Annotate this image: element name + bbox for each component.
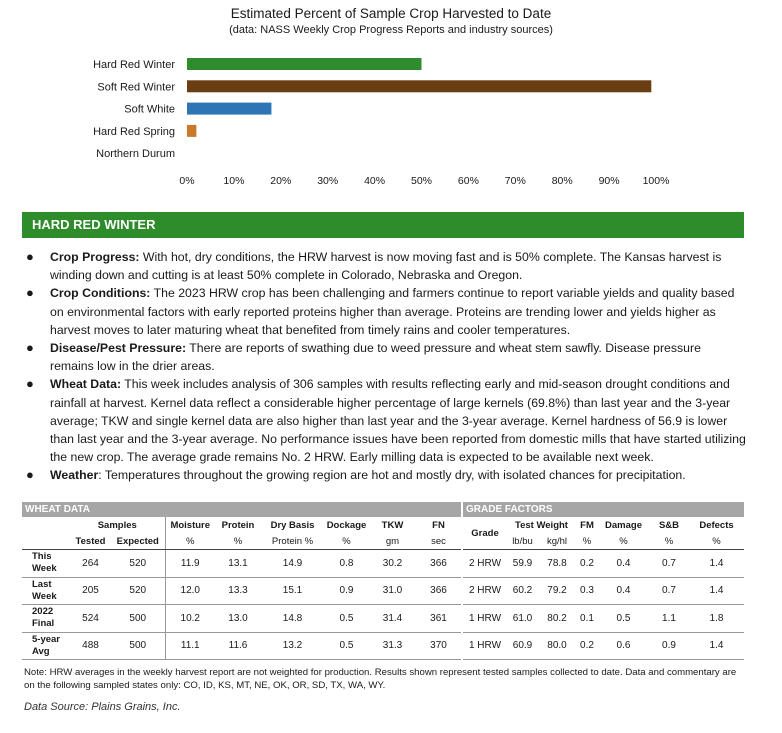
bullet-dot: ● [26, 376, 34, 392]
col-grade: Grade [463, 517, 507, 550]
col-dockage-unit: % [324, 533, 369, 550]
commentary-list [24, 248, 746, 485]
bullet-crop-progress [24, 248, 746, 284]
x-tick-label: 90% [598, 175, 620, 187]
bar [187, 103, 271, 115]
row-label [22, 577, 70, 605]
cell-tkw: 31.3 [369, 632, 416, 660]
cell-fn: 361 [416, 605, 461, 633]
bullet-dot: ● [26, 340, 34, 356]
bullet-text: This week includes analysis of 306 samples with results reflecting early and mid-season drought conditions and rainfall at harvest. Kernel data reflect a considerable higher percentage of large kernels (69.8%) than last year and the 3-year average; TKW and single kernel data are also higher than last year and the 3-year average. Kernel hardness of 56.9 is lower than last year and the 3-year average. No performance issues have been reported from domestic mills that have started utilizing the new crop. The average grade remains No. 2 HRW. Early milling data is expected to be available next week. [50, 377, 746, 465]
cell-fn: 370 [416, 632, 461, 660]
col-tw-lb: lb/bu [507, 533, 538, 550]
cell-tw-lb: 61.0 [507, 605, 538, 633]
col-protein-unit: % [215, 533, 261, 550]
cell-tw-lb: 60.9 [507, 632, 538, 660]
row-label-line2: Week [32, 590, 57, 602]
bar [187, 80, 651, 92]
bar [187, 125, 196, 137]
cell-dry-basis: 13.2 [261, 632, 324, 660]
bullet-wheat-data [24, 375, 746, 466]
cell-protein: 13.1 [215, 550, 261, 578]
table-row [463, 550, 744, 578]
row-label-line1: This [32, 551, 52, 563]
cell-tested: 524 [70, 605, 111, 633]
bullet-dot: ● [26, 467, 34, 483]
x-tick-label: 70% [504, 175, 526, 187]
cell-grade: 2 HRW [463, 550, 507, 578]
table-row [22, 550, 461, 578]
grade-factors-title: GRADE FACTORS [463, 502, 744, 517]
cell-grade: 1 HRW [463, 605, 507, 633]
table-row [22, 632, 461, 660]
x-tick-label: 0% [179, 175, 195, 187]
x-tick-label: 80% [551, 175, 573, 187]
col-fm: FM [580, 519, 594, 531]
cell-moisture: 11.9 [165, 550, 215, 578]
bullet-dot: ● [26, 285, 34, 301]
col-sb-unit: % [649, 533, 689, 550]
col-tkw: TKW [381, 519, 404, 531]
bar [187, 58, 422, 70]
cell-sb: 0.9 [649, 632, 689, 660]
wheat-data-table [22, 517, 461, 660]
col-tw-kg: kg/hl [538, 533, 576, 550]
cell-dry-basis: 15.1 [261, 577, 324, 605]
cell-tested: 264 [70, 550, 111, 578]
col-moisture: Moisture [165, 517, 215, 533]
category-label: Northern Durum [96, 148, 175, 161]
cell-tested: 488 [70, 632, 111, 660]
category-label: Soft Red Winter [97, 81, 175, 94]
bullet-text: With hot, dry conditions, the HRW harvest is now moving fast and is 50% complete. The Kansas harvest is winding down and cutting is at least 50% complete in Colorado, Nebraska and Oregon. [50, 250, 722, 283]
cell-tested: 205 [70, 577, 111, 605]
footnote: Note: HRW averages in the weekly harvest report are not weighted for production. Results shown represent tested samples collected to date. Data and commentary are on the following sampled states only: CO, ID, KS, MT, NE, OK, OR, SD, TX, WA, WY. [24, 667, 737, 691]
cell-fn: 366 [416, 550, 461, 578]
bullet-weather [24, 466, 746, 484]
cell-expected: 520 [111, 577, 165, 605]
bullet-text: There are reports of swathing due to weed pressure and wheat stem sawfly. Disease pressure remains low in the drier areas. [50, 341, 701, 374]
bullet-label: Crop Progress: [50, 250, 140, 264]
cell-fm: 0.1 [576, 605, 598, 633]
category-label: Hard Red Spring [93, 125, 175, 138]
cell-defects: 1.4 [689, 577, 744, 605]
col-test-weight: Test Weight [515, 519, 568, 531]
col-dockage: Dockage [326, 519, 367, 531]
cell-moisture: 11.1 [165, 632, 215, 660]
table-row [463, 605, 744, 633]
row-label-line2: Avg [32, 645, 50, 657]
cell-fm: 0.2 [576, 632, 598, 660]
cell-defects: 1.4 [689, 632, 744, 660]
cell-damage: 0.4 [598, 577, 649, 605]
cell-tkw: 31.0 [369, 577, 416, 605]
cell-tw-kg: 79.2 [538, 577, 576, 605]
category-label: Soft White [124, 103, 175, 116]
cell-protein: 13.3 [215, 577, 261, 605]
cell-tw-lb: 59.9 [507, 550, 538, 578]
section-header-hard-red-winter: HARD RED WINTER [22, 212, 744, 238]
cell-fm: 0.3 [576, 577, 598, 605]
col-tested: Tested [70, 533, 111, 550]
cell-defects: 1.4 [689, 550, 744, 578]
data-source: Data Source: Plains Grains, Inc. [24, 701, 181, 713]
cell-defects: 1.8 [689, 605, 744, 633]
row-label-line1: 2022 [32, 606, 54, 618]
cell-tkw: 30.2 [369, 550, 416, 578]
col-defects: Defects [699, 519, 734, 531]
col-tkw-unit: gm [369, 533, 416, 550]
col-dry-basis: Dry Basis [270, 519, 315, 531]
x-tick-label: 10% [223, 175, 245, 187]
col-damage-unit: % [598, 533, 649, 550]
bullet-label: Weather [50, 468, 99, 483]
cell-tw-kg: 80.2 [538, 605, 576, 633]
cell-tw-lb: 60.2 [507, 577, 538, 605]
empty-header [22, 517, 70, 533]
cell-tw-kg: 78.8 [538, 550, 576, 578]
bullet-disease-pest [24, 339, 746, 375]
col-dry-basis-unit: Protein % [261, 533, 324, 550]
col-defects-unit: % [689, 533, 744, 550]
cell-damage: 0.6 [598, 632, 649, 660]
cell-sb: 1.1 [649, 605, 689, 633]
col-moisture-unit: % [165, 533, 215, 550]
row-label-line2: Final [32, 618, 55, 630]
cell-protein: 11.6 [215, 632, 261, 660]
cell-expected: 500 [111, 632, 165, 660]
cell-damage: 0.4 [598, 550, 649, 578]
table-row [463, 577, 744, 605]
cell-grade: 2 HRW [463, 577, 507, 605]
row-label-line1: Last [32, 578, 52, 590]
grade-factors-table [463, 517, 744, 660]
bullet-crop-conditions [24, 284, 746, 339]
empty-header [22, 533, 70, 550]
cell-dockage: 0.5 [324, 632, 369, 660]
cell-tkw: 31.4 [369, 605, 416, 633]
cell-damage: 0.5 [598, 605, 649, 633]
cell-sb: 0.7 [649, 577, 689, 605]
harvest-progress-chart [0, 0, 782, 200]
bullet-label: Crop Conditions: [50, 286, 151, 301]
category-label: Hard Red Winter [93, 59, 175, 71]
col-expected: Expected [111, 533, 165, 550]
cell-expected: 500 [111, 605, 165, 633]
col-fn: FN [432, 519, 445, 531]
cell-grade: 1 HRW [463, 632, 507, 660]
bullet-text: The 2023 HRW crop has been challenging and farmers continue to report variable yields and quality based on environmental factors with early reported proteins higher than average. Proteins are trending lower and yields higher as harvest moves to later maturing wheat that benefited from timely rains and cooler temperatures. [50, 286, 735, 337]
table-row [22, 605, 461, 633]
chart-title: Estimated Percent of Sample Crop Harvested to Date [230, 6, 552, 21]
col-sb: S&B [658, 519, 680, 531]
cell-moisture: 10.2 [165, 605, 215, 633]
cell-dockage: 0.8 [324, 550, 369, 578]
table-row [463, 632, 744, 660]
table-row [22, 577, 461, 605]
cell-dry-basis: 14.8 [261, 605, 324, 633]
cell-expected: 520 [111, 550, 165, 578]
row-label [22, 550, 70, 578]
cell-sb: 0.7 [649, 550, 689, 578]
bullet-label: Disease/Pest Pressure: [50, 341, 187, 356]
row-label-line2: Week [32, 563, 57, 575]
cell-fn: 366 [416, 577, 461, 605]
row-label [22, 605, 70, 633]
cell-dry-basis: 14.9 [261, 550, 324, 578]
x-tick-label: 100% [642, 175, 670, 187]
bullet-text: : Temperatures throughout the growing region are hot and mostly dry, with isolated chances for precipitation. [98, 468, 686, 483]
x-tick-label: 60% [457, 175, 479, 187]
row-label [22, 632, 70, 660]
x-tick-label: 40% [364, 175, 386, 187]
x-tick-label: 50% [410, 175, 433, 187]
x-tick-label: 30% [317, 175, 339, 187]
col-samples: Samples [97, 519, 137, 531]
bullet-label: Wheat Data: [50, 377, 122, 392]
col-fm-unit: % [576, 533, 598, 550]
cell-dockage: 0.5 [324, 605, 369, 633]
wheat-data-title: WHEAT DATA [22, 502, 461, 517]
col-damage: Damage [605, 519, 642, 531]
x-tick-label: 20% [270, 175, 292, 187]
cell-protein: 13.0 [215, 605, 261, 633]
chart-subtitle: (data: NASS Weekly Crop Progress Reports and industry sources) [229, 24, 553, 36]
bullet-dot: ● [26, 249, 34, 264]
cell-dockage: 0.9 [324, 577, 369, 605]
cell-fm: 0.2 [576, 550, 598, 578]
cell-tw-kg: 80.0 [538, 632, 576, 660]
col-protein: Protein [221, 519, 255, 531]
cell-moisture: 12.0 [165, 577, 215, 605]
row-label-line1: 5-year [32, 633, 60, 645]
col-fn-unit: sec [416, 533, 461, 550]
chart-canvas [0, 0, 782, 200]
